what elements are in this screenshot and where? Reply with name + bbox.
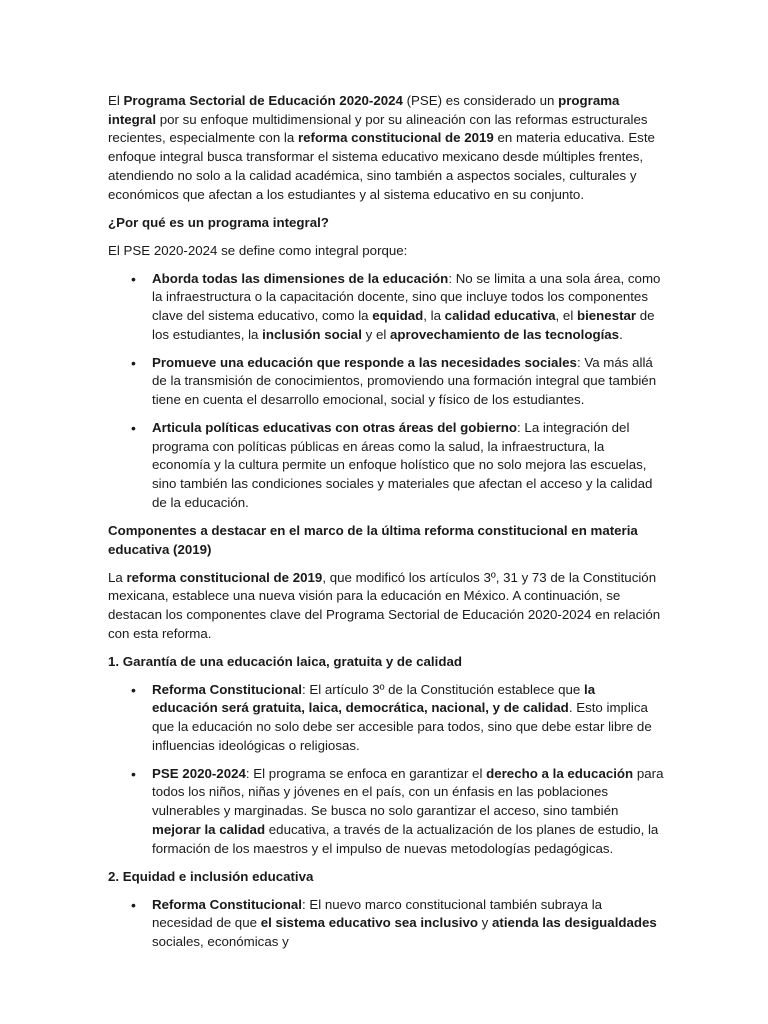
text-run: para todos los niños, niñas y jóvenes en el país, con un énfasis en las poblaciones vulnerables y marginadas. Se busca no solo garantizar el acceso, sino también [152, 765, 664, 819]
heading-section-2: 2. Equidad e inclusión educativa [108, 868, 314, 884]
bold-text-run: mejorar la calidad [152, 821, 266, 837]
bold-text-run: la educación será gratuita, laica, democrática, nacional, y de calidad [152, 681, 596, 716]
bold-text-run: aprovechamiento de las tecnologías [390, 326, 620, 342]
bold-text-run: PSE 2020-2024 [152, 765, 246, 781]
bold-text-run: atienda las desigualdades [492, 915, 657, 931]
text-run: de los estudiantes, la [152, 307, 655, 342]
bold-text-run: equidad [372, 307, 424, 323]
document-body [108, 92, 664, 961]
text-run: por su enfoque multidimensional y por su alineación con las reformas estructurales recientes, especialmente con la [108, 111, 648, 146]
bold-text-run: Promueve una educación que responde a las necesidades sociales [152, 354, 577, 370]
section-1-list [108, 681, 664, 859]
text-run: . [619, 326, 623, 342]
bold-text-run: reforma constitucional de 2019 [297, 130, 494, 146]
list-item [152, 681, 664, 756]
intro-paragraph [108, 92, 664, 204]
list-item [152, 354, 664, 410]
bold-text-run: programa integral [108, 93, 620, 127]
text-run: , la [423, 307, 445, 323]
bold-text-run: bienestar [576, 307, 637, 323]
list-item [152, 765, 664, 859]
bold-text-run: reforma constitucional de 2019 [126, 569, 323, 585]
bold-text-run: derecho a la educación [486, 765, 634, 781]
bold-text-run: Programa Sectorial de Educación 2020-2024 [123, 93, 403, 108]
text-run: en materia educativa. Este enfoque integral busca transformar el sistema educativo mexicano desde múltiples frentes, atendiendo no solo a la calidad académica, sino también a aspectos sociales, culturales y económicos que afectan a los estudiantes y al sistema educativo en su conjunto. [108, 130, 655, 202]
list-item [152, 896, 664, 952]
list-item [152, 270, 664, 345]
text-run: (PSE) es considerado un [402, 93, 559, 108]
text-run: El [108, 93, 124, 108]
heading-why-integral: ¿Por qué es un programa integral? [108, 214, 329, 230]
text-run: . Esto implica que la educación no solo debe ser accesible para todos, sino que debe estar libre de influencias ideológicas o religiosas. [152, 700, 652, 753]
text-run: sociales, económicas y [152, 933, 289, 949]
section-2-list [108, 896, 664, 952]
heading-section-1: 1. Garantía de una educación laica, gratuita y de calidad [108, 653, 462, 669]
heading-components: Componentes a destacar en el marco de la última reforma constitucional en materia educativa (2019) [108, 522, 638, 557]
text-run: : El nuevo marco constitucional también subraya la necesidad de que [152, 896, 603, 931]
text-run: : El programa se enfoca en garantizar el [245, 765, 487, 781]
bold-text-run: Articula políticas educativas con otras áreas del gobierno [152, 420, 518, 436]
text-run: : No se limita a una sola área, como la infraestructura o la capacitación docente, sino que incluye todos los componentes clave del sistema educativo, como la [152, 270, 661, 323]
text-run: educativa, a través de la actualización de los planes de estudio, la formación de los maestros y el impulso de nuevas metodologías pedagógicas. [152, 821, 659, 856]
bold-text-run: inclusión social [262, 326, 362, 342]
bold-text-run: calidad educativa [444, 307, 556, 323]
paragraph-why-integral: El PSE 2020-2024 se define como integral porque: [108, 242, 408, 258]
list-item [152, 419, 664, 513]
bold-text-run: Reforma Constitucional [152, 896, 302, 912]
bold-text-run: el sistema educativo sea inclusivo [260, 915, 478, 931]
why-integral-list [108, 270, 664, 513]
text-run: y [477, 915, 493, 931]
paragraph-components [108, 569, 664, 644]
text-run: , que modificó los artículos 3º, 31 y 73 de la Constitución mexicana, establece una nueva visión para la educación en México. A continuación, se destacan los componentes clave del Programa Sectorial de Educación 2020-2024 en relación con esta reforma. [108, 569, 661, 641]
text-run: : La integración del programa con políticas públicas en áreas como la salud, la infraestructura, la economía y la cultura permite un enfoque holístico que no solo mejora las escuelas, sino también las condiciones sociales y materiales que afectan el acceso y la calidad de la educación. [152, 420, 653, 510]
bold-text-run: Reforma Constitucional [152, 681, 302, 697]
text-run: : El artículo 3º de la Constitución establece que [301, 681, 585, 697]
text-run: y el [361, 326, 390, 342]
text-run: : Va más allá de la transmisión de conocimientos, promoviendo una formación integral que también tiene en cuenta el desarrollo emocional, social y físico de los estudiantes. [152, 354, 657, 408]
text-run: , el [555, 307, 577, 323]
text-run: La [108, 569, 127, 585]
bold-text-run: Aborda todas las dimensiones de la educación [152, 270, 449, 286]
